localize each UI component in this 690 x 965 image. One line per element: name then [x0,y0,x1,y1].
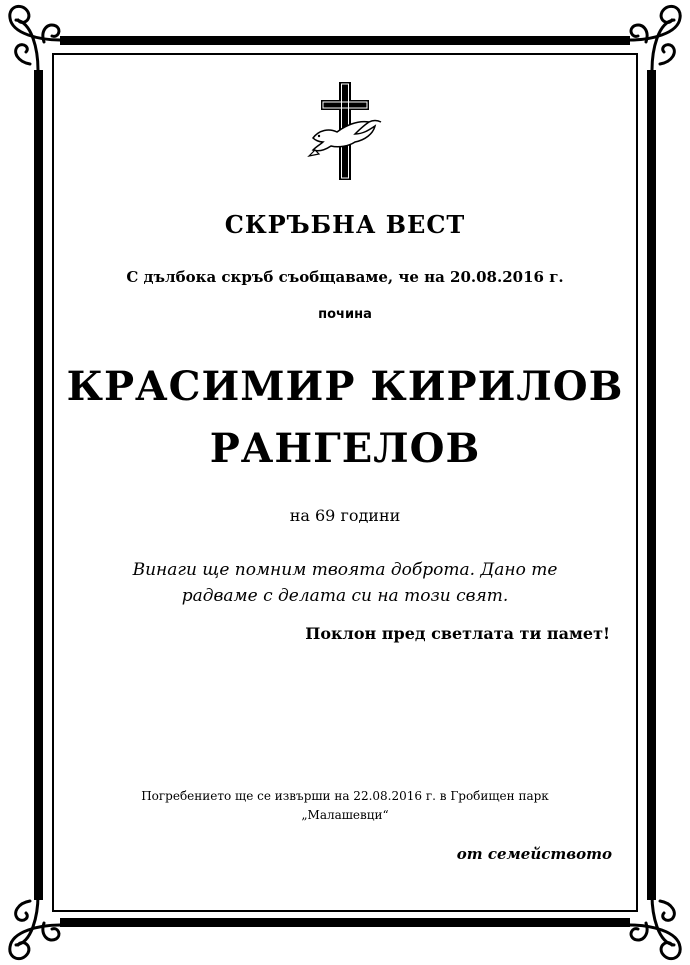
tribute-line: Поклон пред светлата ти памет! [305,624,610,643]
memory-message: Винаги ще помним твоята доброта. Дано те радваме с делата си на този свят. [132,560,558,606]
funeral-details: Погребението ще се извърши на 22.08.2016 г. в Гробищен парк „Малашевци“ [141,789,549,822]
passed-away-label: почина [318,307,372,322]
notice-heading: СКРЪБНА ВЕСТ [224,210,466,239]
deceased-age: на 69 години [289,506,401,525]
deceased-name-line-1: КРАСИМИР КИРИЛОВ [66,363,624,410]
family-signature: от семейството [456,845,612,863]
deceased-name-line-2: РАНГЕЛОВ [209,425,481,472]
death-announcement: С дълбока скръб съобщаваме, че на 20.08.2016 г. [126,268,564,286]
cross-dove-emblem [305,80,385,182]
frame-inner-border [53,54,637,911]
